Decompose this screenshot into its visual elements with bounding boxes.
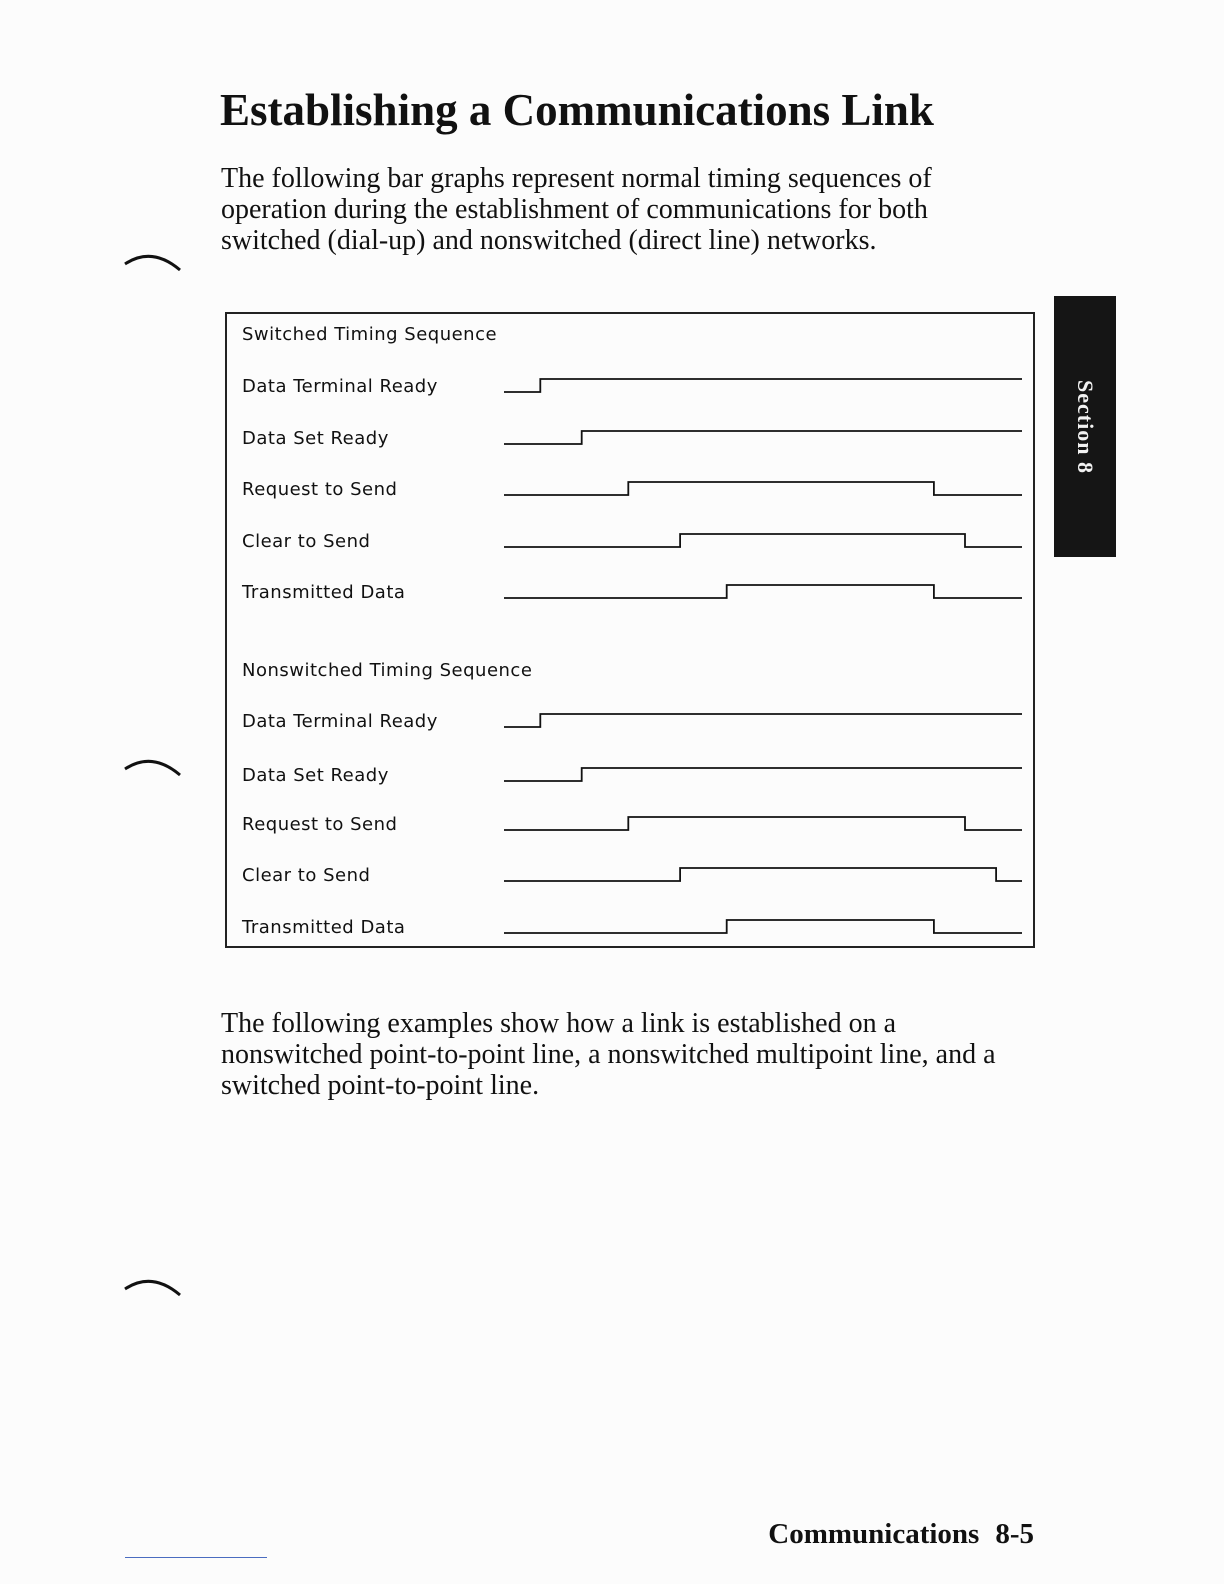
section-tab-label: Section 8 (1073, 379, 1098, 474)
nonswitched-waveform-1 (504, 714, 1022, 727)
switched-sequence-heading: Switched Timing Sequence (242, 324, 498, 345)
nonswitched-waveform-3 (504, 817, 1022, 830)
switched-signal-label: Transmitted Data (242, 582, 406, 603)
footer-section-name: Communications (768, 1518, 980, 1550)
section-tab (1054, 296, 1116, 557)
nonswitched-signal-label: Clear to Send (242, 865, 371, 886)
switched-signal-label: Data Set Ready (242, 428, 389, 449)
switched-signal-label: Data Terminal Ready (242, 376, 438, 397)
page-title: Establishing a Communications Link (220, 85, 934, 135)
binder-hole-mark (122, 250, 186, 280)
nonswitched-signal-label: Data Set Ready (242, 765, 389, 786)
nonswitched-signal-label: Data Terminal Ready (242, 711, 438, 732)
switched-waveform-1 (504, 379, 1022, 392)
footer-page-number: 8-5 (995, 1518, 1034, 1550)
binder-hole-mark (122, 755, 186, 785)
nonswitched-waveform-2 (504, 768, 1022, 781)
nonswitched-sequence-heading: Nonswitched Timing Sequence (242, 660, 533, 681)
timing-diagram-figure (225, 312, 1035, 948)
switched-signal-label: Request to Send (242, 479, 398, 500)
switched-waveform-5 (504, 585, 1022, 598)
intro-paragraph: The following bar graphs represent normal timing sequences of operation during the establishment of communications for both switched (dial-up) and nonswitched (direct line) networks. (221, 163, 932, 256)
examples-paragraph: The following examples show how a link is established on a nonswitched point-to-point line, a nonswitched multipoint line, and a switched point-to-point line. (221, 1008, 996, 1101)
switched-waveform-4 (504, 534, 1022, 547)
nonswitched-waveform-5 (504, 920, 1022, 933)
bottom-rule (125, 1557, 267, 1558)
nonswitched-waveform-4 (504, 868, 1022, 881)
switched-waveform-2 (504, 431, 1022, 444)
nonswitched-signal-label: Request to Send (242, 814, 398, 835)
binder-hole-mark (122, 1275, 186, 1305)
switched-signal-label: Clear to Send (242, 531, 371, 552)
page-footer (768, 1518, 1034, 1551)
nonswitched-signal-label: Transmitted Data (242, 917, 406, 938)
timing-waveforms (227, 314, 1033, 946)
switched-waveform-3 (504, 482, 1022, 495)
